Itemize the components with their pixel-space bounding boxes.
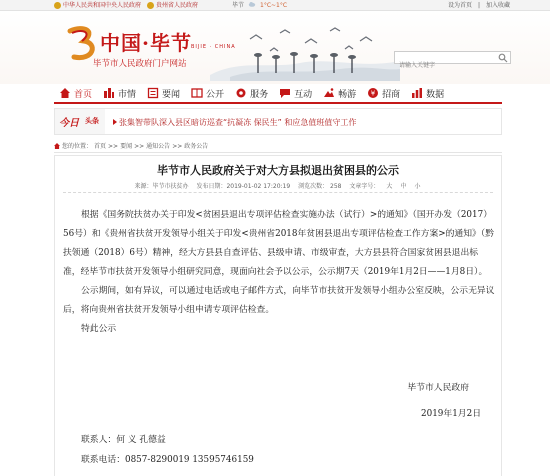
nav-item-label: 互动	[294, 89, 313, 100]
set-homepage-link[interactable]: 设为首页	[448, 2, 473, 9]
nav-item-label: 公开	[206, 89, 225, 100]
home-small-icon	[54, 143, 60, 149]
badge-main: 今日	[59, 118, 79, 129]
today-headline-badge	[55, 109, 105, 134]
chat-icon	[279, 87, 291, 99]
article-sign-date: 2019年1月2日	[421, 409, 481, 419]
contact-person: 联系人：何 义 孔德益	[81, 435, 166, 445]
guizhou-gov-link[interactable]: 贵州省人民政府	[147, 0, 198, 11]
home-icon	[59, 87, 71, 99]
nav-item-4[interactable]	[230, 84, 273, 102]
site-subtitle: 毕节市人民政府门户网站	[93, 59, 187, 69]
article-body	[63, 206, 495, 339]
article-views: 浏览次数： 258	[298, 183, 342, 190]
article-paragraph-2: 公示期间，如有异议，可以通过电话或电子邮件方式，向毕节市扶贫开发领导小组办公室反映，公示无异议后，将向贵州省扶贫开发领导小组申请专项评估检查。	[63, 286, 495, 315]
arrow-right-icon	[113, 119, 117, 125]
nav-item-2[interactable]	[142, 84, 185, 102]
open-icon	[191, 87, 203, 99]
search-icon[interactable]	[498, 53, 508, 63]
top-utility-bar	[0, 0, 550, 11]
invest-icon	[367, 87, 379, 99]
weather-temp: 1°C~1°C	[260, 2, 288, 9]
font-size-small-button[interactable]: 小	[414, 183, 421, 190]
nav-item-label: 要闻	[162, 89, 181, 100]
divider: |	[478, 2, 481, 9]
font-size-label: 文章字号：	[349, 183, 380, 190]
headline-ticker	[54, 108, 502, 135]
breadcrumb-notices[interactable]: 通知公告	[146, 143, 171, 150]
add-favorite-link[interactable]: 加入收藏	[486, 2, 511, 9]
font-size-large-button[interactable]: 大	[386, 183, 393, 190]
breadcrumb-gov-notice[interactable]: 政务公告	[184, 143, 209, 150]
article-signer: 毕节市人民政府	[407, 383, 469, 393]
nav-item-label: 首页	[74, 89, 93, 100]
weather-widget	[232, 0, 287, 11]
contact-phone: 联系电话：0857-8290019 13595746159	[81, 455, 254, 465]
top-links	[54, 0, 198, 11]
nav-item-label: 畅游	[338, 89, 357, 100]
search-input[interactable]	[395, 60, 495, 71]
search-box	[394, 51, 511, 64]
cranes-banner-image	[210, 19, 400, 81]
article-title: 毕节市人民政府关于对大方县拟退出贫困县的公示	[157, 164, 399, 177]
nav-item-label: 数据	[426, 89, 445, 100]
font-size-medium-button[interactable]: 中	[400, 183, 407, 190]
main-nav	[54, 84, 502, 104]
nav-item-6[interactable]	[318, 84, 361, 102]
headline-link[interactable]: 张集智带队深入县区暗访巡查“抗凝冻 保民生” 和应急值班值守工作	[119, 118, 357, 127]
breadcrumb: 您的位置： 首页 >> 要闻 >> 通知公告 >> 政务公告	[54, 141, 502, 153]
article-paragraph-3: 特此公示	[81, 324, 117, 334]
news-icon	[147, 87, 159, 99]
data-icon	[411, 87, 423, 99]
nav-item-7[interactable]	[362, 84, 405, 102]
emblem-icon	[54, 2, 61, 9]
nav-item-1[interactable]	[98, 84, 141, 102]
badge-sub: 头条	[85, 117, 99, 125]
top-actions	[448, 0, 510, 11]
city-icon	[103, 87, 115, 99]
article-paragraph-1: 根据《国务院扶贫办关于印发<贫困县退出专项评估检查实施办法（试行）>的通知》（国开办发（2017）56号）和《贵州省扶贫开发领导小组关于印发<贵州省2018年贫困县退出专项评估检查工作方案>的通知》（黔扶领通（2018）6号）精神，经大方县县自查评估、县级申请、市级审查，大方县县符合国家贫困县退出标准，经毕节市扶贫开发领导小组研究同意，现面向社会予以公示，公示期7天（2019年1月2日——1月8日）。	[63, 210, 494, 277]
nav-item-label: 服务	[250, 89, 269, 100]
meta-divider	[63, 192, 493, 193]
emblem-icon	[147, 2, 154, 9]
article-panel	[54, 155, 502, 476]
site-logo-title[interactable]: 中国·毕节	[100, 31, 192, 55]
travel-icon	[323, 87, 335, 99]
nav-item-5[interactable]	[274, 84, 317, 102]
central-gov-link[interactable]: 中华人民共和国中央人民政府	[54, 0, 141, 11]
nav-item-3[interactable]	[186, 84, 229, 102]
article-source: 来源：毕节市扶贫办	[134, 183, 189, 190]
article-date: 发布日期：2019-01-02 17:20:19	[196, 183, 291, 190]
service-icon	[235, 87, 247, 99]
weather-city: 毕节	[232, 2, 245, 9]
breadcrumb-home[interactable]: 首页	[94, 143, 107, 150]
nav-item-label: 招商	[382, 89, 401, 100]
breadcrumb-news[interactable]: 要闻	[120, 143, 133, 150]
cloud-icon	[248, 0, 256, 8]
nav-item-0[interactable]	[54, 84, 97, 102]
site-header	[0, 11, 550, 84]
site-logo-en: BIJIE · CHINA	[191, 44, 236, 50]
nav-item-8[interactable]	[406, 84, 449, 102]
svg-text:¥: ¥	[370, 89, 376, 98]
article-meta	[55, 181, 501, 190]
nav-item-label: 市情	[118, 89, 137, 100]
